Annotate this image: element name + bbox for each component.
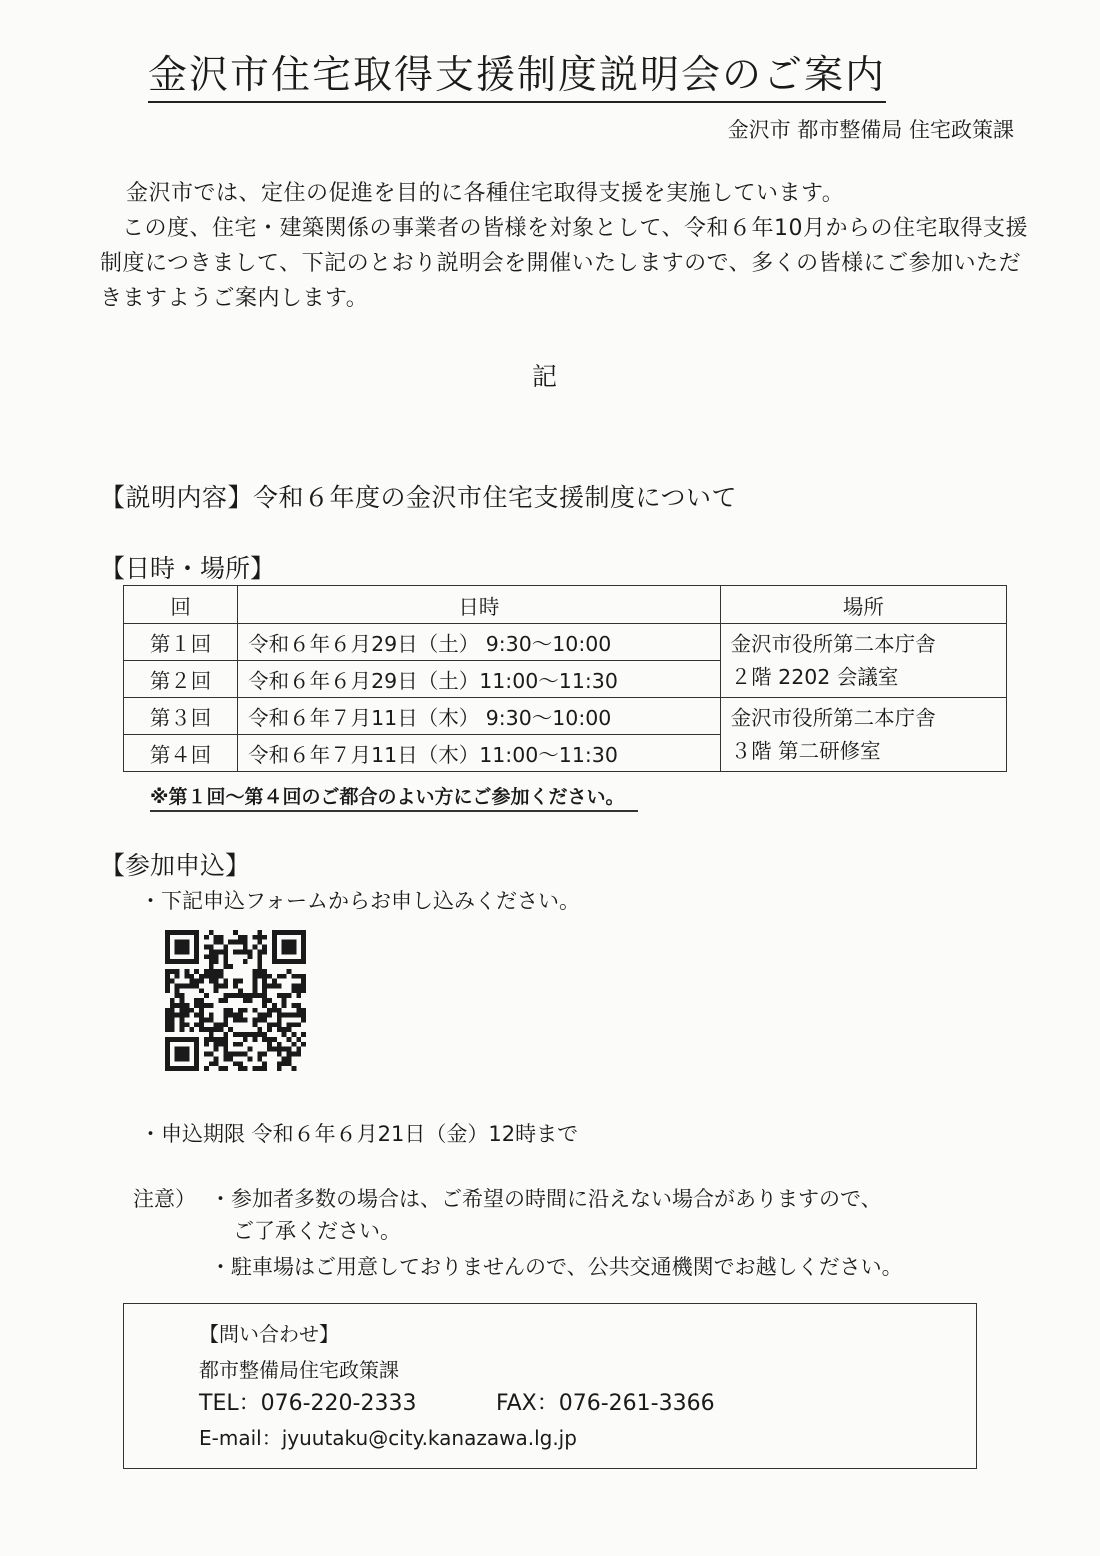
contact-email[interactable]: E-mail：jyuutaku@city.kanazawa.lg.jp <box>199 1426 577 1450</box>
apply-form-text: ・下記申込フォームからお申し込みください。 <box>140 889 580 913</box>
contact-box <box>123 1303 977 1469</box>
page-title: 金沢市住宅取得支援制度説明会のご案内 <box>148 52 886 103</box>
content-text: 令和６年度の金沢市住宅支援制度について <box>253 483 738 512</box>
place-room: ３階 第二研修室 <box>730 738 881 763</box>
contact-heading: 【問い合わせ】 <box>199 1322 339 1346</box>
content-section <box>100 478 737 514</box>
place-building: 金沢市役所第二本庁舎 <box>730 631 936 656</box>
row-kai: 第３回 <box>124 698 238 735</box>
contact-dept: 都市整備局住宅政策課 <box>199 1358 399 1382</box>
intro-paragraph-2: この度、住宅・建築関係の事業者の皆様を対象として、令和６年10月からの住宅取得支援制度につきまして、下記のとおり説明会を開催いたしますので、多くの皆様にご参加いただきますようご案内します。 <box>100 216 1029 311</box>
table-header-row <box>124 586 1007 624</box>
schedule-table <box>123 585 1007 772</box>
contact-fax: FAX：076-261-3366 <box>496 1391 715 1416</box>
schedule-heading: 【日時・場所】 <box>100 554 276 583</box>
row-kai: 第２回 <box>124 661 238 698</box>
schedule-note: ※第１回～第４回のご都合のよい方にご参加ください。 <box>150 782 638 812</box>
department-name: 金沢市 都市整備局 住宅政策課 <box>727 118 1014 142</box>
intro-text <box>100 176 1030 316</box>
contact-tel: TEL：076-220-2333 <box>199 1391 417 1416</box>
table-row <box>124 624 1007 661</box>
place-cell <box>720 624 1006 698</box>
qr-code-icon[interactable] <box>165 930 306 1071</box>
caution-item-1: ・参加者多数の場合は、ご希望の時間に沿えない場合がありますので、 <box>210 1187 882 1211</box>
apply-deadline: ・申込期限 令和６年６月21日（金）12時まで <box>140 1122 579 1146</box>
caution-item-2: ・駐車場はご用意しておりませんので、公共交通機関でお越しください。 <box>210 1255 903 1279</box>
row-datetime: 令和６年７月11日（木） 9:30～10:00 <box>238 698 721 735</box>
place-room: ２階 2202 会議室 <box>730 664 899 689</box>
header-place: 場所 <box>720 586 1006 624</box>
row-datetime: 令和６年６月29日（土）11:00～11:30 <box>238 661 721 698</box>
row-kai: 第４回 <box>124 735 238 772</box>
row-kai: 第１回 <box>124 624 238 661</box>
place-cell <box>720 698 1006 772</box>
apply-heading: 【参加申込】 <box>100 851 251 880</box>
caution-label: 注意） <box>133 1187 196 1211</box>
table-row <box>124 698 1007 735</box>
row-datetime: 令和６年７月11日（木）11:00～11:30 <box>238 735 721 772</box>
header-datetime: 日時 <box>238 586 721 624</box>
place-building: 金沢市役所第二本庁舎 <box>730 705 936 730</box>
intro-paragraph-1: 金沢市では、定住の促進を目的に各種住宅取得支援を実施しています。 <box>126 181 845 206</box>
ki-heading: 記 <box>532 362 558 391</box>
caution-item-1-cont: ご了承ください。 <box>233 1219 401 1243</box>
content-label: 【説明内容】 <box>100 483 254 512</box>
header-kai: 回 <box>124 586 238 624</box>
row-datetime: 令和６年６月29日（土） 9:30～10:00 <box>238 624 721 661</box>
